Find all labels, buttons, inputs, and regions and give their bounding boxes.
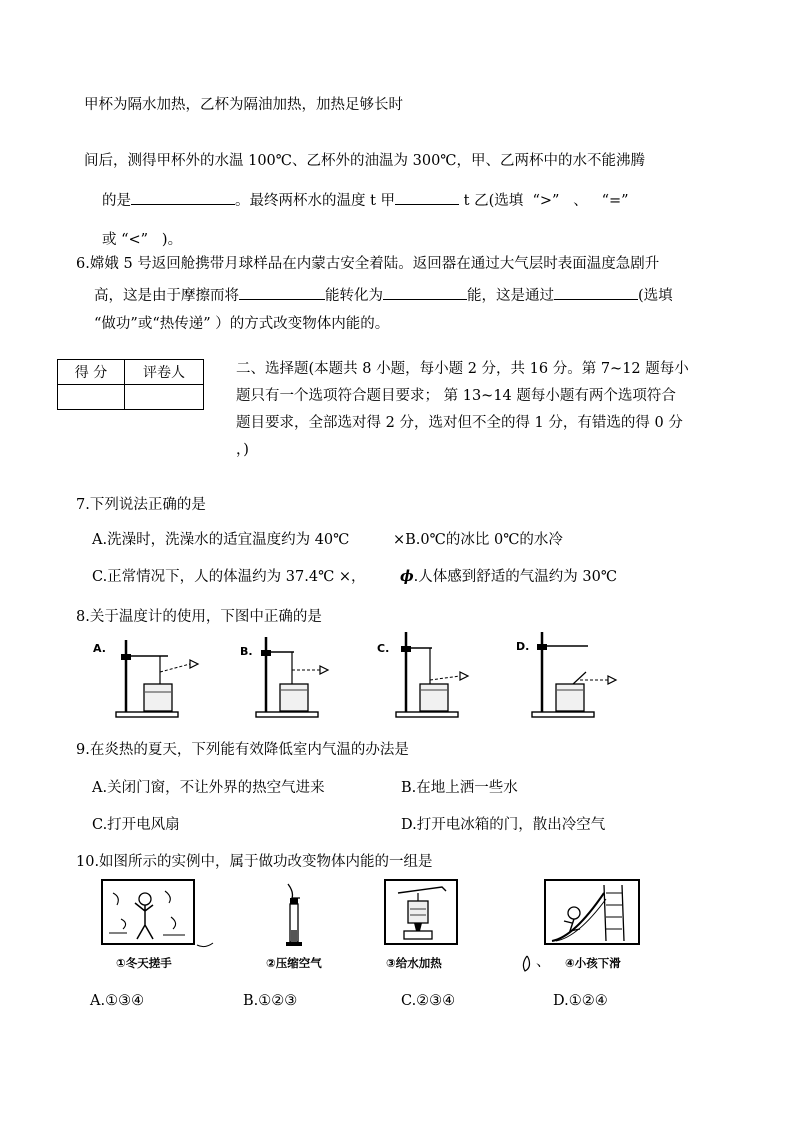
q9-option-b: B.在地上洒一些水 <box>401 780 518 796</box>
q6-line2 <box>94 285 673 306</box>
q9-option-c: C.打开电风扇 <box>92 817 180 833</box>
q5-line3 <box>102 190 629 211</box>
q6-text-a: 高，这是由于摩擦而将 <box>94 288 239 304</box>
q6-text-d: (选填 <box>638 288 673 304</box>
rubbing-hands-figure <box>101 879 217 949</box>
thermometer-stand-figure-b <box>252 632 352 720</box>
q8-label-d: D. <box>516 640 530 653</box>
q8-label-c: C. <box>377 642 390 655</box>
q6-line1: 6.嫦娥 5 号返回舱携带月球样品在内蒙古安全着陆。返回器在通过大气层时表面温度急剧升 <box>76 256 660 272</box>
q10-option-c: C.②③④ <box>401 993 456 1009</box>
q5-text-c: t 乙(选填 “>” 、 “=” <box>459 193 629 209</box>
q7-option-a: A.洗澡时，洗澡水的适宜温度约为 40℃ <box>92 532 350 548</box>
q5-text-a: 的是 <box>102 193 131 209</box>
q7-option-d-text: .人体感到舒适的气温约为 30℃ <box>413 569 618 585</box>
q8-stem: 8.关于温度计的使用，下图中正确的是 <box>76 609 322 625</box>
q7-option-c: C.正常情况下，人的体温约为 37.4℃ ×， <box>92 569 366 585</box>
score-cell[interactable] <box>58 385 125 410</box>
q6-blank-3[interactable] <box>554 285 638 300</box>
q5-line1: 甲杯为隔水加热，乙杯为隔油加热，加热足够长时 <box>84 97 403 113</box>
section2-line4: ，) <box>236 442 249 458</box>
q6-line3: “做功”或“热传递” ）的方式改变物体内能的。 <box>94 316 390 332</box>
q7-option-b: ×B.0℃的冰比 0℃的水冷 <box>393 532 563 548</box>
q6-text-c: 能，这是通过 <box>467 288 554 304</box>
score-table <box>57 359 204 410</box>
child-slide-figure <box>544 879 642 947</box>
q10-caption-3: ③给水加热 <box>386 956 442 970</box>
air-compression-figure <box>280 882 310 948</box>
q8-label-b: B. <box>240 645 253 658</box>
q9-option-a: A.关闭门窗，不让外界的热空气进来 <box>92 780 325 796</box>
q6-blank-1[interactable] <box>239 285 325 300</box>
thermometer-stand-figure-d <box>528 628 628 720</box>
grader-cell[interactable] <box>125 385 204 410</box>
q10-stem: 10.如图所示的实例中，属于做功改变物体内能的一组是 <box>76 854 433 870</box>
heating-water-figure <box>384 879 458 947</box>
q10-option-d: D.①②④ <box>553 993 608 1009</box>
q6-blank-2[interactable] <box>383 285 467 300</box>
q6-text-b: 能转化为 <box>325 288 383 304</box>
q5-blank-1[interactable] <box>131 190 235 205</box>
q5-line4: 或 “<” )。 <box>102 232 183 248</box>
thermometer-stand-figure-c <box>392 628 492 720</box>
thermometer-stand-figure-a <box>112 632 212 720</box>
score-header: 得 分 <box>58 360 125 385</box>
section2-line3: 题目要求，全部选对得 2 分，选对但不全的得 1 分，有错选的得 0 分 <box>236 415 683 431</box>
q9-option-d: D.打开电冰箱的门，散出冷空气 <box>401 817 606 833</box>
q5-text-b: 。最终两杯水的温度 t 甲 <box>235 193 396 209</box>
q10-caption-4: ④小孩下滑 <box>565 956 621 970</box>
grader-header: 评卷人 <box>125 360 204 385</box>
q8-label-a: A. <box>93 642 106 655</box>
q9-stem: 9.在炎热的夏天，下列能有效降低室内气温的办法是 <box>76 742 409 758</box>
q10-caption-2: ②压缩空气 <box>266 956 322 970</box>
q5-line2: 间后，测得甲杯外的水温 100℃、乙杯外的油温为 300℃，甲、乙两杯中的水不能沸腾 <box>84 153 646 169</box>
q7-option-d <box>400 567 617 587</box>
handwritten-mark <box>519 954 535 974</box>
section2-line2: 题只有一个选项符合题目要求； 第 13~14 题每小题有两个选项符合 <box>236 388 676 404</box>
q5-blank-2[interactable] <box>395 190 459 205</box>
q10-caption-1: ①冬天搓手 <box>116 956 172 970</box>
section2-line1: 二、选择题(本题共 8 小题，每小题 2 分，共 16 分。第 7~12 题每小 <box>236 361 689 377</box>
q7-stem: 7.下列说法正确的是 <box>76 497 206 513</box>
q10-option-a: A.①③④ <box>90 993 145 1009</box>
q10-option-b: B.①②③ <box>243 993 298 1009</box>
q10-mark: 、 <box>536 954 551 970</box>
q7-d-handwritten-mark: ϕ <box>400 568 414 585</box>
